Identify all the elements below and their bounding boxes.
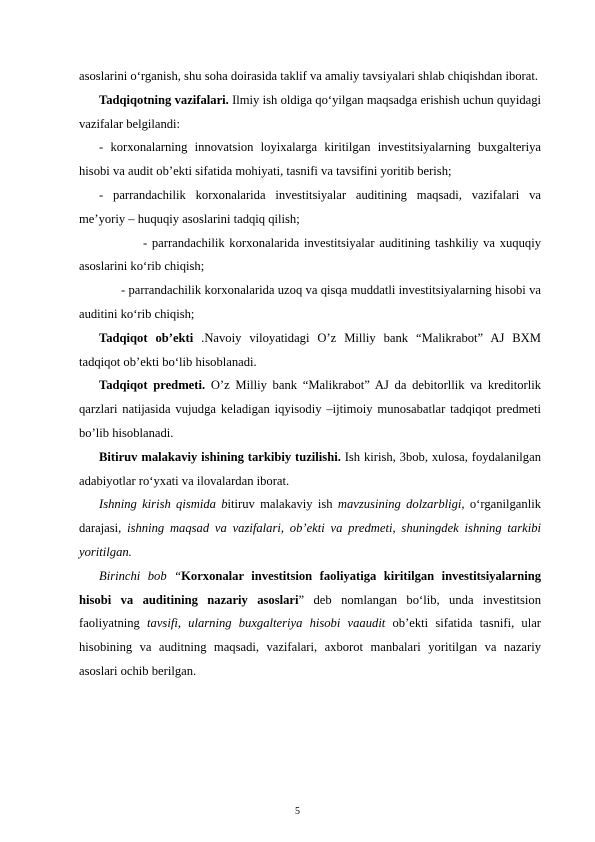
intro-italic-2: mavzusining dolzarbligi,: [337, 497, 465, 512]
paragraph-chapter-one: [79, 565, 541, 684]
subject-text: O’z Milliy bank “Malikrabot” AJ da debitorllik va kreditorlik qarzlari natijasida vujudga keladigan iqyisodiy –ijtimoiy munosabatlar tadqiqot predmeti bo’lib hisoblanadi.: [79, 378, 541, 440]
task-item-2: - parrandachilik korxonalarida investitsiyalar auditining maqsadi, vazifalari va me’yoriy – huquqiy asoslarini tadqiq qilish;: [79, 187, 541, 226]
paragraph-structure: [79, 446, 541, 494]
intro-italic-3: ishning maqsad va vazifalari, ob’ekti va predmeti, shuningdek ishning tarkibi yoritilgan.: [79, 521, 541, 559]
tasks-text: Ilmiy ish oldiga qo‘yilgan maqsadga erishish uchun quyidagi vazifalar belgilandi:: [79, 92, 541, 131]
paragraph-object: [79, 327, 541, 375]
intro-normal-2: o‘rganilganlik darajasi,: [79, 497, 541, 536]
heading-object: Tadqiqot ob’ekti: [99, 330, 194, 345]
paragraph-tasks: [79, 89, 541, 137]
chapter-one-title: Korxonalar investitsion faoliyatiga kiritilgan investitsiyalarning hisobi va auditining nazariy asoslari: [79, 568, 541, 607]
chapter-one-label: Birinchi bob “: [99, 568, 182, 583]
heading-subject: Tadqiqot predmeti.: [99, 378, 206, 393]
chapter-one-text-2: ob’ekti sifatida tasnifi, ular hisobining va auditning maqsadi, vazifalari, axborot manbalari yoritilgan va nazariy asoslari ochib berilgan.: [79, 616, 541, 678]
paragraph-introduction-part: [79, 493, 541, 564]
paragraph-subject: [79, 374, 541, 445]
task-item-4: - parrandachilik korxonalarida uzoq va qisqa muddatli investitsiyalarning hisobi va auditini ko‘rib chiqish;: [79, 283, 541, 321]
page-number: 5: [295, 806, 300, 817]
intro-italic-1: Ishning kirish qismida b: [99, 497, 228, 512]
chapter-one-italic: tavsifi, ularning buxgalteriya hisobi vaaudit: [147, 616, 386, 631]
body-text: [79, 65, 541, 684]
paragraph-intro-continuation: asoslarini o‘rganish, shu soha doirasida taklif va amaliy tavsiyalari shlab chiqishdan iborat.: [79, 69, 538, 83]
heading-tasks: Tadqiqotning vazifalari.: [99, 92, 229, 107]
structure-text: Ish kirish, 3bob, xulosa, foydalanilgan adabiyotlar ro‘yxati va ilovalardan iborat.: [79, 449, 541, 488]
task-item-1: - korxonalarning innovatsion loyixalarga kiritilgan investitsiyalarning buxgalteriya hisobi va audit ob’ekti sifatida mohiyati, tasnifi va tavsifini yoritib berish;: [79, 140, 541, 179]
chapter-one-text-1: ” deb nomlangan bo‘lib, unda investitsion faoliyatning: [79, 592, 542, 631]
intro-normal-1: itiruv malakaviy ish: [227, 497, 338, 512]
object-text: .Navoiy viloyatidagi O’z Milliy bank “Malikrabot” AJ BXM tadqiqot ob’ekti bo‘lib hisoblanadi.: [79, 330, 541, 369]
heading-structure: Bitiruv malakaviy ishining tarkibiy tuzilishi.: [99, 449, 341, 464]
task-item-3: - parrandachilik korxonalarida investitsiyalar auditining tashkiliy va xuquqiy asoslarini ko‘rib chiqish;: [79, 235, 541, 274]
